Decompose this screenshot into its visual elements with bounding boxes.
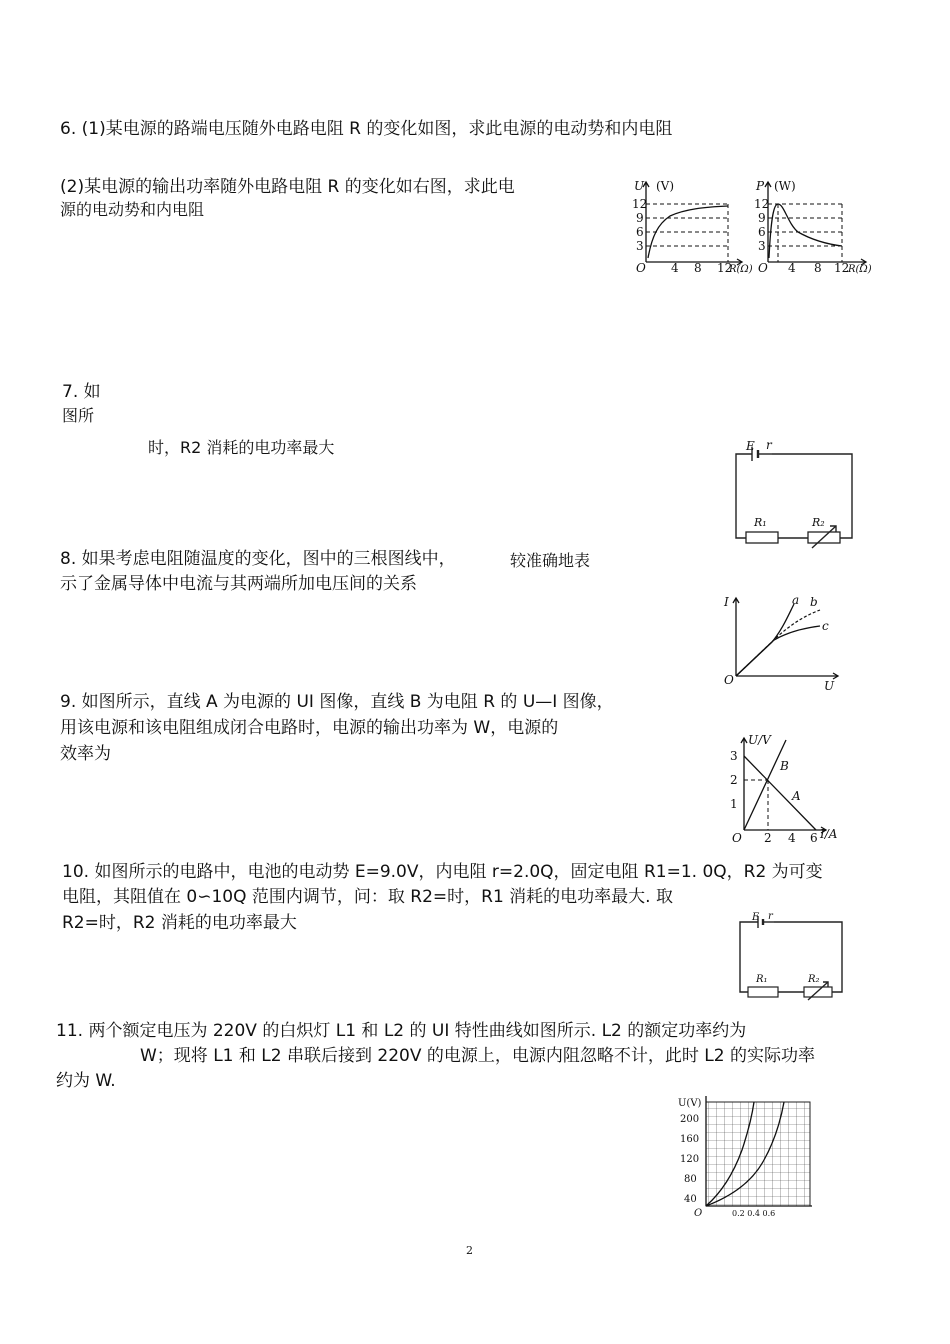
q11-line3: 约为 W. bbox=[56, 1071, 116, 1091]
q8-line1: 8. 如果考虑电阻随温度的变化，图中的三根图线中， bbox=[60, 549, 456, 569]
tick-label: 12 bbox=[717, 261, 733, 275]
tick-label: 8 bbox=[694, 261, 702, 275]
q7-line1: 7. 如 bbox=[62, 382, 101, 402]
q11-line2: W；现将 L1 和 L2 串联后接到 220V 的电源上，电源内阻忽略不计，此时 L2 的实际功率 bbox=[140, 1046, 815, 1066]
i-axis-label: I/A bbox=[820, 827, 838, 841]
q6-p-r-graph bbox=[754, 176, 872, 275]
q8-iu-graph bbox=[722, 592, 842, 692]
q8-line2: 示了金属导体中电流与其两端所加电压间的关系 bbox=[60, 574, 417, 594]
tick-label: 4 bbox=[671, 261, 679, 275]
r1-resistor bbox=[746, 532, 778, 543]
origin-label: O bbox=[732, 831, 742, 845]
q10-line1: 10. 如图所示的电路中，电池的电动势 E=9.0V，内电阻 r=2.0Q，固定电阻 R1=1. 0Q，R2 为可变 bbox=[62, 862, 823, 882]
q6-line3: 源的电动势和内电阻 bbox=[60, 200, 205, 219]
tick-label: 9 bbox=[758, 211, 766, 225]
q8-line1b: 较准确地表 bbox=[510, 551, 591, 570]
internal-resistance-label: r bbox=[768, 911, 773, 922]
q9-ui-graph bbox=[726, 730, 846, 844]
curve-b bbox=[736, 610, 820, 676]
emf-label: E bbox=[752, 912, 760, 923]
line-a-label: A bbox=[792, 789, 801, 803]
tick-label: 3 bbox=[730, 749, 738, 763]
r2-variable-resistor bbox=[804, 987, 832, 997]
q10-circuit bbox=[734, 910, 848, 1000]
page-number: 2 bbox=[466, 1244, 473, 1257]
tick-label: 6 bbox=[758, 225, 766, 239]
x-axis-label: R(Ω) bbox=[848, 264, 872, 275]
line-b bbox=[744, 740, 786, 830]
q7-line2: 图所 bbox=[62, 406, 95, 425]
tick-label: 160 bbox=[680, 1134, 700, 1145]
grid-area bbox=[706, 1102, 810, 1206]
tick-label: 12 bbox=[632, 197, 648, 211]
q11-ui-graph bbox=[676, 1092, 816, 1218]
q6-u-r-graph bbox=[630, 176, 753, 275]
tick-label: 6 bbox=[810, 831, 818, 845]
tick-label: 3 bbox=[636, 239, 644, 253]
curve-a bbox=[736, 604, 794, 676]
q9-line2: 用该电源和该电阻组成闭合电路时，电源的输出功率为 W，电源的 bbox=[60, 718, 559, 738]
internal-resistance-label: r bbox=[766, 438, 772, 452]
x-tick-labels: 0.2 0.4 0.6 bbox=[732, 1209, 776, 1218]
tick-label: 12 bbox=[834, 261, 850, 275]
tick-label: 2 bbox=[764, 831, 772, 845]
tick-label: 3 bbox=[758, 239, 766, 253]
q9-line1: 9. 如图所示，直线 A 为电源的 UI 图像，直线 B 为电阻 R 的 U—I 图像， bbox=[60, 692, 614, 712]
r2-label: R₂ bbox=[812, 516, 825, 529]
r1-label: R₁ bbox=[756, 974, 768, 985]
origin-label: O bbox=[636, 261, 646, 275]
tick-label: 9 bbox=[636, 211, 644, 225]
p-unit-label: (W) bbox=[774, 179, 796, 193]
curve-b-label: b bbox=[810, 595, 818, 609]
r2-label: R₂ bbox=[808, 974, 820, 985]
q7-circuit bbox=[728, 438, 858, 548]
tick-label: 80 bbox=[684, 1174, 697, 1185]
u-axis-label: U bbox=[824, 679, 835, 693]
u-unit-label: (V) bbox=[656, 179, 675, 193]
line-b-label: B bbox=[780, 759, 789, 773]
q6-line1: 6. (1)某电源的路端电压随外电路电阻 R 的变化如图，求此电源的电动势和内电阻 bbox=[60, 119, 673, 139]
origin-label: O bbox=[758, 261, 768, 275]
q10-line2: 电阻，其阻值在 0∽10Q 范围内调节，问：取 R2=时，R1 消耗的电功率最大. 取 bbox=[62, 887, 673, 907]
curve-a-label: a bbox=[792, 593, 800, 607]
u-axis-label: U(V) bbox=[678, 1098, 702, 1109]
tick-label: 4 bbox=[788, 831, 796, 845]
tick-label: 200 bbox=[680, 1114, 700, 1125]
tick-label: 120 bbox=[680, 1154, 700, 1165]
q7-line3: 时，R2 消耗的电功率最大 bbox=[148, 438, 335, 457]
tick-label: 12 bbox=[754, 197, 770, 211]
origin-label: O bbox=[694, 1208, 703, 1219]
tick-label: 8 bbox=[814, 261, 822, 275]
q9-line3: 效率为 bbox=[60, 744, 111, 764]
p-r-curve bbox=[769, 204, 842, 258]
origin-label: O bbox=[724, 673, 734, 687]
r1-resistor bbox=[748, 987, 778, 997]
tick-label: 4 bbox=[788, 261, 796, 275]
tick-label: 6 bbox=[636, 225, 644, 239]
q11-line1: 11. 两个额定电压为 220V 的白炽灯 L1 和 L2 的 UI 特性曲线如图所示. L2 的额定功率约为 bbox=[56, 1021, 747, 1041]
u-axis-label: U bbox=[634, 179, 645, 193]
tick-label: 2 bbox=[730, 773, 738, 787]
p-axis-label: P bbox=[756, 179, 765, 193]
tick-label: 40 bbox=[684, 1194, 697, 1205]
u-axis-label: U/V bbox=[748, 733, 771, 747]
q6-line2: (2)某电源的输出功率随外电路电阻 R 的变化如右图，求此电 bbox=[60, 177, 515, 197]
curve-c-label: c bbox=[822, 619, 829, 633]
tick-label: 1 bbox=[730, 797, 738, 811]
r1-label: R₁ bbox=[754, 516, 767, 529]
q10-line3: R2=时，R2 消耗的电功率最大 bbox=[62, 913, 297, 933]
i-axis-label: I bbox=[724, 595, 729, 609]
emf-label: E bbox=[746, 439, 755, 453]
x-axis-label: R(Ω) bbox=[729, 264, 753, 275]
